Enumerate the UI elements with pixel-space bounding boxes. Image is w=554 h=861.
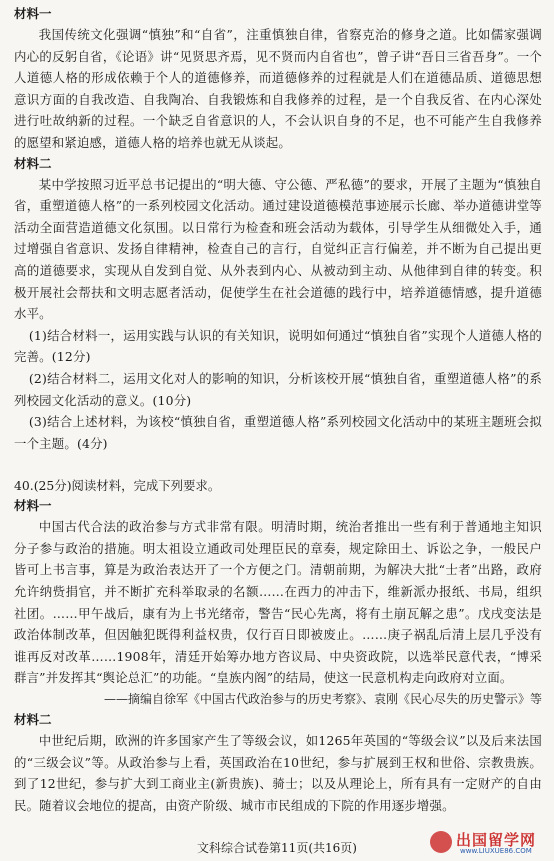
watermark-title: 出国留学网 — [456, 831, 537, 849]
material-1-heading: 材料一 — [14, 6, 52, 21]
site-watermark — [430, 829, 548, 857]
globe-logo-icon — [430, 831, 452, 853]
page-footer: 文科综合试卷第11页(共16页) — [197, 841, 357, 855]
q40-material-1-text: 中国古代合法的政治参与方式非常有限。明清时期，统治者推出一些有利于普通地主知识分子参与政治的措施。明太祖设立通政司处理臣民的章奏，规定除田土、诉讼之争，一般民户皆可上书言事，算是为政治表达开了一个方便之门。清朝前期，为解决大批“士者”出路，政府允许纳赀捐官，并不断扩充科举取录的名额……在西力的冲击下，维新派办报纸、书局，组织社团。……甲午战后，康有为上书光绪帝，警告“民心先离，将有土崩瓦解之患”。戊戌变法是政治体制改革，但因触犯既得利益权贵，仅行百日即被废止。……庚子祸乱后清上层几乎没有谁再反对改革……1908年，清廷开始筹办地方咨议局、中央资政院，以选举民意代表，“博采群言”并发挥其“舆论总汇”的功能。“皇族内阁”的结局，使这一民意机构走向政府对立面。 — [14, 519, 542, 686]
q40-material-2-text: 中世纪后期，欧洲的许多国家产生了等级会议，如1265年英国的“等级会议”以及后来法国的“三级会议”等。从政治参与上看，英国政治在10世纪，参与扩展到王权和世俗、宗教贵族。到了12世纪，参与扩大到工商业主(新贵族)、骑士；以及从理论上，所有具有一定财产的自由民。随着议会地位的提高，由资产阶级、城市市民组成的下院的作用逐步增强。 — [14, 733, 542, 813]
section-gap — [14, 454, 542, 476]
question-3: (3)结合上述材料，为该校“慎独自省，重塑道德人格”系列校园文化活动中的某班主题班会拟一个主题。(4分) — [14, 414, 542, 451]
question-2: (2)结合材料二，运用文化对人的影响的知识，分析该校开展“慎独自省，重塑道德人格”的系列校园文化活动的意义。(10分) — [14, 370, 542, 408]
question-40-intro: 40.(25分)阅读材料，完成下列要求。 — [14, 478, 221, 494]
q40-material-2-heading: 材料二 — [14, 712, 52, 728]
watermark-url: www.LIUXUE86.COM — [460, 847, 532, 855]
q40-material-1-heading: 材料一 — [14, 498, 52, 514]
question-1: (1)结合材料一，运用实践与认识的有关知识，说明如何通过“慎独自省”实现个人道德人格的完善。(12分) — [14, 327, 542, 365]
material-2-text: 某中学按照习近平总书记提出的“明大德、守公德、严私德”的要求，开展了主题为“慎独自省，重塑道德人格”的一系列校园文化活动。通过建设道德模范事迹展示长廊、举办道德讲堂等活动全面营造道德文化氛围。以日常行为检查和班会活动为载体，引导学生从细微处入手，通过增强自省意识、发扬自律精神，检查自己的言行，自觉纠正言行偏差，并不断为自己提出更高的道德要求，实现从自发到自觉、从外表到内心、从被动到主动、从他律到自律的转变。积极开展社会帮扶和文明志愿者活动，促使学生在社会道德的践行中，培养道德情感，提升道德水平。 — [14, 176, 542, 322]
material-1-text: 我国传统文化强调“慎独”和“自省”，注重慎独自律，省察克治的修身之道。比如儒家强调内心的反躬自省，《论语》讲“见贤思齐焉，见不贤而内自省也”，曾子讲“吾日三省吾身”。一个人道德人格的形成依赖于个人的道德修养，而道德修养的过程就是人们在道德品质、道德思想意识方面的自我改造、自我陶冶、自我锻炼和自我修养的过程，是一个自我反省、在内心深处进行吐故纳新的过程。一个缺乏自省意识的人，不会认识自身的不足，也不可能产生自我修养的愿望和紧迫感，道德人格的培养也就无从谈起。 — [14, 27, 542, 150]
exam-page — [14, 4, 542, 816]
material-2-heading: 材料二 — [14, 155, 52, 171]
q40-material-1-source: ——摘编自徐军《中国古代政治参与的历史考察》、袁刚《民心尽失的历史警示》等 — [103, 692, 542, 707]
